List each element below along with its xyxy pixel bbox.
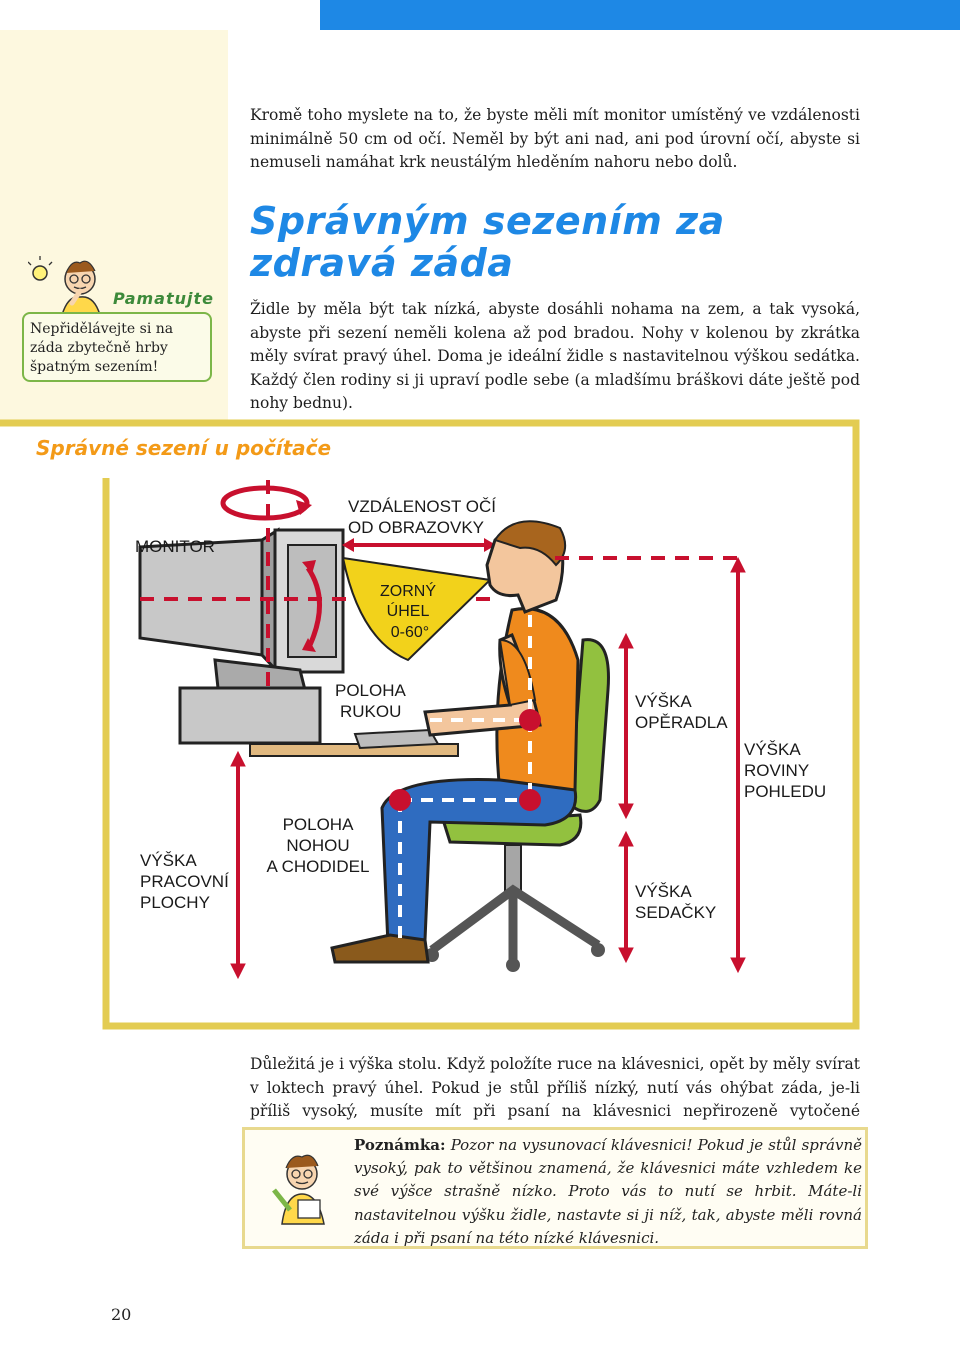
sitting-posture-diagram [0, 418, 860, 1030]
label-legs-3: A CHODIDEL [266, 857, 370, 876]
label-backrest-2: OPĚRADLA [635, 713, 728, 732]
light-bulb-icon [33, 266, 47, 280]
label-desk-1: VÝŠKA [140, 851, 197, 870]
label-view-angle-1: ZORNÝ [380, 583, 436, 600]
page-number: 20 [111, 1305, 132, 1324]
label-backrest-1: VÝŠKA [635, 692, 692, 711]
label-view-plane-2: ROVINY [744, 761, 810, 780]
label-eye-distance-2: OD OBRAZOVKY [348, 518, 485, 537]
sidebar-title: Pamatujte [113, 289, 214, 308]
label-view-plane-3: POHLEDU [744, 782, 827, 801]
section-heading: Správným sezením za zdravá záda [250, 199, 725, 285]
rotation-arrow [223, 488, 307, 518]
keyboard [355, 730, 438, 748]
note-text [354, 1134, 862, 1250]
label-desk-2: PRACOVNÍ [140, 872, 229, 891]
label-monitor: MONITOR [135, 537, 215, 556]
label-seat-2: SEDAČKY [635, 903, 717, 922]
knee-angle-marker [389, 789, 411, 811]
pencil-icon [274, 1190, 290, 1210]
hip-angle-marker [519, 789, 541, 811]
label-eye-distance-1: VZDÁLENOST OČÍ [348, 497, 496, 516]
label-view-angle-3: 0-60° [390, 624, 430, 641]
label-arms-1: POLOHA [335, 681, 406, 700]
section-paragraph: Židle by měla být tak nízká, abyste dosáhli nohama na zem, a tak vysoká, abyste při sezení neměli kolena až pod bradou. Nohy v kolenou by zkrátka měly svírat pravý úhel. Doma je ideální židle s nastavitelnou výškou sedátka. Každý člen rodiny si ji upraví podle sebe (a mladšímu bráškovi dáte ještě pod nohy bednu). [250, 300, 860, 412]
label-legs-1: POLOHA [282, 815, 354, 834]
note-body: Pozor na vysunovací klávesnici! Pokud je stůl správně vysoký, pak to většinou znamená, že klávesnici máte vzhledem ke své výšce strašně nízko. Proto vás to nutí se hrbit. Máte-li nastavitelnou výšku židle, nastavte si ji níž, tak, abyste měli rovná záda i při psaní na této nízké klávesnici. [354, 1136, 862, 1247]
label-arms-2: RUKOU [340, 702, 402, 721]
intro-paragraph: Kromě toho myslete na to, že byste měli mít monitor umístěný ve vzdálenosti minimálně 50 cm od očí. Neměl by být ani nad, ani pod úrovní očí, abyste si nemuseli namáhat krk neustálým hleděním nahoru nebo dolů. [250, 106, 860, 171]
elbow-angle-marker [519, 709, 541, 731]
desk-paragraph: Důležitá je i výška stolu. Když položíte ruce na klávesnici, opět by měly svírat v loktech pravý úhel. Pokud je stůl příliš nízký, nutí vás ohýbat záda, je-li příliš vysoký, musíte mít při psaní na klávesnici nepřirozeně vytočené [250, 1055, 860, 1120]
notepad-icon [298, 1200, 320, 1218]
diagram-title: Správné sezení u počítače [36, 436, 332, 460]
note-label: Poznámka: [354, 1136, 446, 1154]
writing-boy-illustration [268, 1150, 334, 1226]
sidebar-tip-text: Nepřidělávejte si na záda zbytečně hrby špatným sezením! [30, 321, 174, 375]
label-view-angle-2: ÚHEL [386, 603, 430, 620]
sidebar-tip-box [22, 312, 212, 382]
top-color-bar [320, 0, 960, 30]
label-desk-3: PLOCHY [140, 893, 210, 912]
thinking-boy-illustration [28, 255, 118, 317]
label-view-plane-1: VÝŠKA [744, 740, 801, 759]
label-legs-2: NOHOU [286, 836, 350, 855]
label-seat-1: VÝŠKA [635, 882, 692, 901]
desk-top [250, 744, 458, 756]
